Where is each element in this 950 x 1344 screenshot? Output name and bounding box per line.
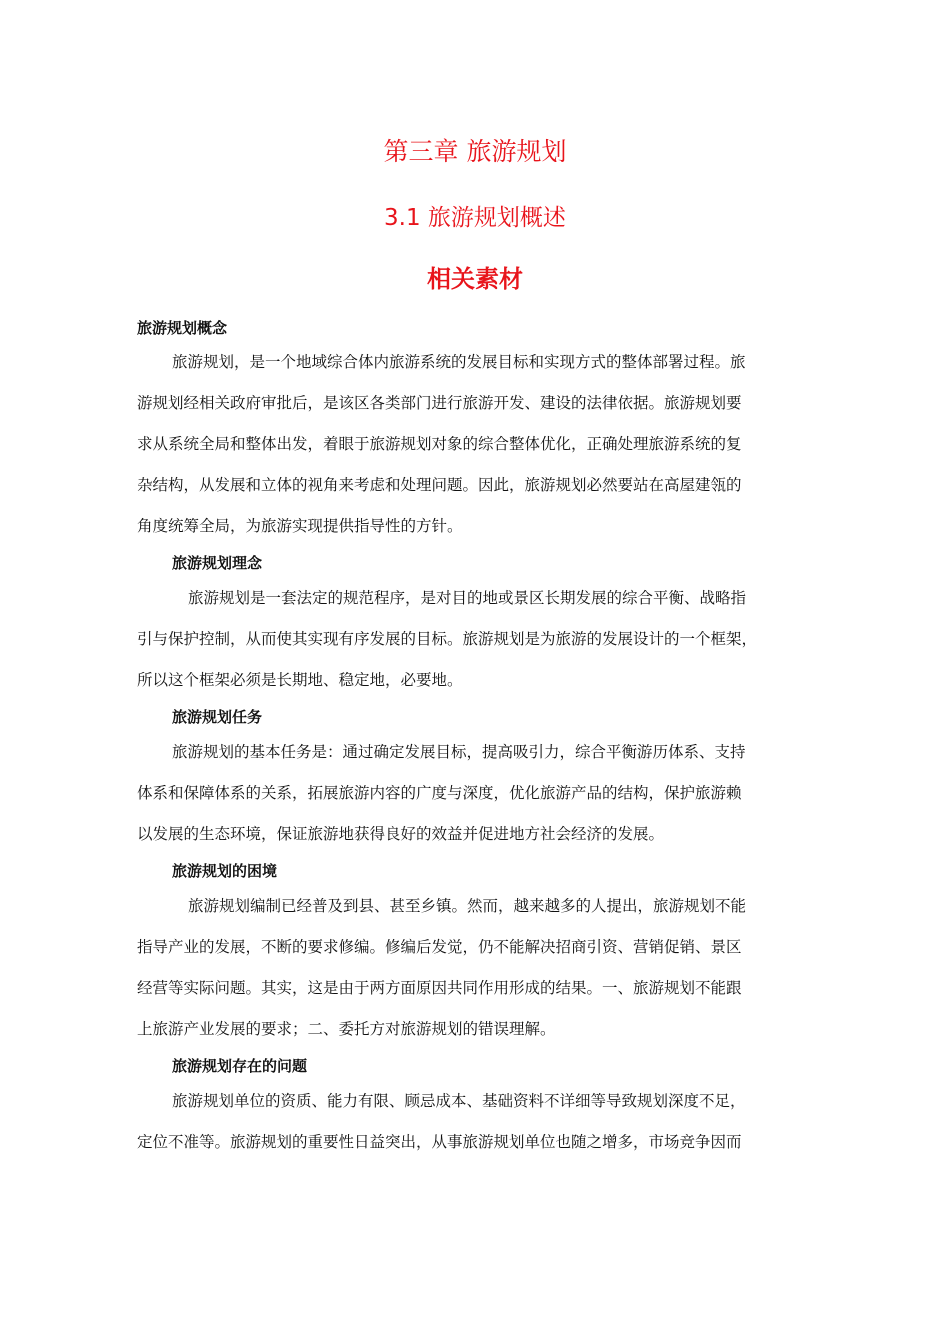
paragraph-line: 上旅游产业发展的要求；二、委托方对旅游规划的错误理解。 — [137, 1020, 556, 1038]
paragraph-line: 旅游规划是一套法定的规范程序，是对目的地或景区长期发展的综合平衡、战略指 — [188, 589, 747, 607]
paragraph-line: 经营等实际问题。其实，这是由于两方面原因共同作用形成的结果。一、旅游规划不能跟 — [137, 979, 742, 997]
section-heading: 旅游规划的困境 — [172, 862, 278, 880]
chapter-title: 第三章 旅游规划 — [383, 137, 567, 166]
paragraph-line: 引与保护控制，从而使其实现有序发展的目标。旅游规划是为旅游的发展设计的一个框架， — [137, 630, 758, 648]
paragraph-line: 角度统筹全局，为旅游实现提供指导性的方针。 — [137, 517, 463, 535]
section-heading: 旅游规划理念 — [172, 554, 263, 572]
paragraph-line: 游规划经相关政府审批后，是该区各类部门进行旅游开发、建设的法律依据。旅游规划要 — [137, 394, 742, 412]
paragraph-line: 杂结构，从发展和立体的视角来考虑和处理问题。因此，旅游规划必然要站在高屋建瓴的 — [137, 476, 742, 494]
paragraph-line: 以发展的生态环境，保证旅游地获得良好的效益并促进地方社会经济的发展。 — [137, 825, 665, 843]
paragraph-line: 旅游规划编制已经普及到县、甚至乡镇。然而，越来越多的人提出，旅游规划不能 — [188, 897, 747, 915]
paragraph-line: 旅游规划，是一个地域综合体内旅游系统的发展目标和实现方式的整体部署过程。旅 — [172, 353, 746, 371]
paragraph-line: 所以这个框架必须是长期地、稳定地，必要地。 — [137, 671, 463, 689]
paragraph-line: 旅游规划单位的资质、能力有限、顾忌成本、基础资料不详细等导致规划深度不足， — [172, 1092, 746, 1110]
section-heading: 旅游规划概念 — [137, 319, 228, 337]
paragraph-line: 旅游规划的基本任务是：通过确定发展目标，提高吸引力，综合平衡游历体系、支持 — [172, 743, 746, 761]
section-heading: 旅游规划存在的问题 — [172, 1057, 308, 1075]
paragraph-line: 定位不准等。旅游规划的重要性日益突出，从事旅游规划单位也随之增多，市场竞争因而 — [137, 1133, 742, 1151]
paragraph-line: 求从系统全局和整体出发，着眼于旅游规划对象的综合整体优化，正确处理旅游系统的复 — [137, 435, 742, 453]
material-title: 相关素材 — [427, 265, 523, 293]
section-heading: 旅游规划任务 — [172, 708, 263, 726]
section-title: 3.1 旅游规划概述 — [384, 205, 566, 231]
paragraph-line: 指导产业的发展，不断的要求修编。修编后发觉，仍不能解决招商引资、营销促销、景区 — [137, 938, 742, 956]
paragraph-line: 体系和保障体系的关系，拓展旅游内容的广度与深度，优化旅游产品的结构，保护旅游赖 — [137, 784, 742, 802]
